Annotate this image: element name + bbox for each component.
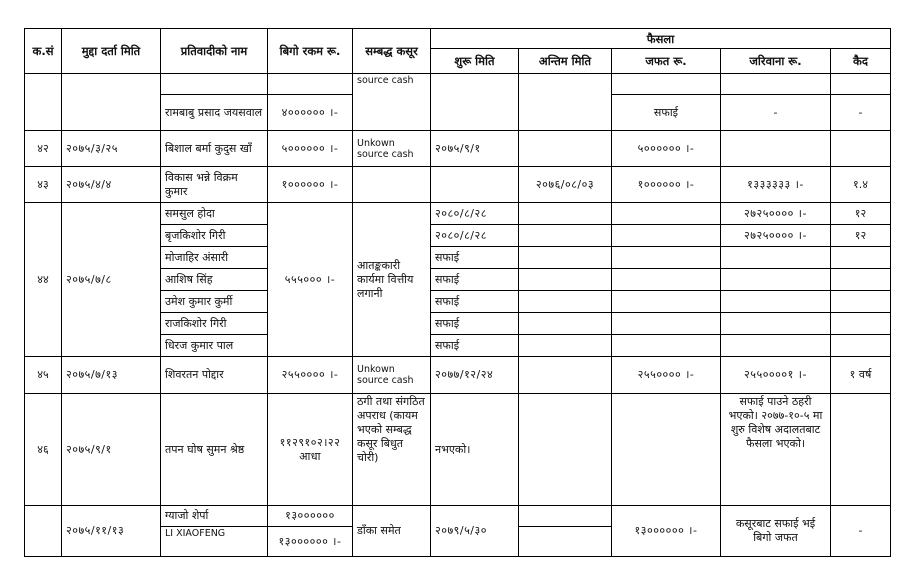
table-cell (519, 357, 612, 394)
offence-cell: Unkown source cash (353, 131, 431, 167)
defendant-name: शिवरतन पोद्दार (161, 357, 268, 394)
defendant-name: रामबाबु प्रसाद जयसवाल (161, 95, 268, 131)
defendant-name: उमेश कुमार कुर्मी (161, 291, 268, 313)
table-cell (612, 394, 721, 506)
table-cell (519, 203, 612, 225)
table-cell (831, 74, 891, 95)
header-verdict: फैसला (431, 29, 891, 49)
jail-cell: १ वर्ष (831, 357, 891, 394)
header-first-date: शुरू मिति (431, 49, 519, 74)
table-cell (721, 131, 831, 167)
header-offence: सम्बद्ध कसूर (353, 29, 431, 74)
jail-cell: - (831, 95, 891, 131)
header-sn: क.सं (25, 29, 62, 74)
table-cell (612, 247, 721, 269)
fine-cell: १३३३३३३ ।- (721, 167, 831, 203)
fine-cell: २७२५०००० ।- (721, 225, 831, 247)
header-final-date: अन्तिम मिति (519, 49, 612, 74)
amount-cell: १३०००००० ।- (268, 527, 353, 557)
confiscated-cell: २५५०००० ।- (612, 357, 721, 394)
defendant-name: बिशाल बर्मा कुदुस खाँ (161, 131, 268, 167)
table-cell (62, 74, 161, 131)
amount-cell: ५०००००० ।- (268, 131, 353, 167)
defendant-name: आशिष सिंह (161, 269, 268, 291)
verdict-table (24, 28, 891, 557)
header-defendant: प्रतिवादीको नाम (161, 29, 268, 74)
reg-date-cell: २०७५/३/२५ (62, 131, 161, 167)
sn-cell: ४२ (25, 131, 62, 167)
first-date-cell: नभएको। (431, 394, 519, 506)
sn-cell: ४४ (25, 203, 62, 357)
jail-cell: १२ (831, 225, 891, 247)
header-jail: कैद (831, 49, 891, 74)
amount-cell: ५५५००० ।- (268, 203, 353, 357)
table-cell (519, 313, 612, 335)
table-cell (721, 313, 831, 335)
table-cell (612, 74, 721, 95)
table-cell (831, 291, 891, 313)
defendant-name: बृजकिशोर गिरी (161, 225, 268, 247)
offence-cell: आतङ्ककारी कार्यमा वित्तीय लगानी (353, 203, 431, 357)
defendant-name: राजकिशोर गिरी (161, 313, 268, 335)
table-cell (612, 203, 721, 225)
offence-cell: Unkown source cash (353, 357, 431, 394)
table-cell (721, 335, 831, 357)
header-reg-date: मुद्दा दर्ता मिति (62, 29, 161, 74)
final-date-cell: २०७६/०८/०३ (519, 167, 612, 203)
first-date-cell: सफाई (431, 269, 519, 291)
offence-cell: डाँका समेत (353, 506, 431, 557)
fine-cell: २७२५०००० ।- (721, 203, 831, 225)
table-cell (353, 167, 431, 203)
table-cell (831, 131, 891, 167)
table-cell (431, 74, 519, 131)
reg-date-cell: २०७५/७/८ (62, 203, 161, 357)
fine-cell: सफाई पाउने ठहरी भएको। २०७७-१०-५ मा शुरु विशेष अदालतबाट फैसला भएको। (721, 394, 831, 506)
sn-cell: ४३ (25, 167, 62, 203)
table-cell (519, 74, 612, 131)
table-cell (612, 269, 721, 291)
defendant-name: LI XIAOFENG (161, 527, 268, 557)
fine-cell: कसूरबाट सफाई भई बिगो जफत (721, 506, 831, 557)
table-cell (721, 74, 831, 95)
table-cell (519, 527, 612, 557)
header-confiscated: जफत रू. (612, 49, 721, 74)
first-date-cell: सफाई (431, 335, 519, 357)
table-cell (721, 291, 831, 313)
first-date-cell: २०७७/१२/२४ (431, 357, 519, 394)
first-date-cell: २०७५/९/१ (431, 131, 519, 167)
first-date-cell: २०८०/८/२८ (431, 203, 519, 225)
defendant-name: समसुल होदा (161, 203, 268, 225)
reg-date-cell: २०७५/९/१ (62, 394, 161, 506)
defendant-name: तपन घोष सुमन श्रेष्ठ (161, 394, 268, 506)
table-cell (721, 269, 831, 291)
table-cell (612, 291, 721, 313)
header-amount: बिगो रकम रू. (268, 29, 353, 74)
reg-date-cell: २०७५/४/४ (62, 167, 161, 203)
sn-cell (25, 506, 62, 557)
table-cell (831, 335, 891, 357)
confiscated-cell: १३०००००० ।- (612, 506, 721, 557)
table-cell (612, 225, 721, 247)
table-cell (25, 74, 62, 131)
first-date-cell: सफाई (431, 291, 519, 313)
reg-date-cell: २०७५/११/१३ (62, 506, 161, 557)
jail-cell: १२ (831, 203, 891, 225)
amount-cell: ४०००००० ।- (268, 95, 353, 131)
defendant-name: विकास भन्ने विक्रम कुमार (161, 167, 268, 203)
confiscated-cell: १०००००० ।- (612, 167, 721, 203)
table-cell (519, 394, 612, 506)
header-fine: जरिवाना रू. (721, 49, 831, 74)
table-cell (519, 131, 612, 167)
table-cell (268, 74, 353, 95)
table-cell (612, 335, 721, 357)
table-cell (161, 74, 268, 95)
table-cell (519, 291, 612, 313)
reg-date-cell: २०७५/७/१३ (62, 357, 161, 394)
jail-cell: - (831, 506, 891, 557)
fine-cell: - (721, 95, 831, 131)
first-date-cell: २०७९/५/३० (431, 506, 519, 557)
amount-cell: ११२९१०२।२२ आधा (268, 394, 353, 506)
table-cell (831, 394, 891, 506)
defendant-name: ग्याजो शेर्पा (161, 506, 268, 527)
table-cell (721, 247, 831, 269)
table-cell (431, 167, 519, 203)
offence-cell: source cash (353, 74, 431, 131)
jail-cell: १.४ (831, 167, 891, 203)
table-cell (519, 225, 612, 247)
offence-cell: ठगी तथा संगठित अपराध (कायम भएको सम्बद्ध कसूर बिधुत चोरी) (353, 394, 431, 506)
table-cell (519, 335, 612, 357)
first-date-cell: सफाई (431, 247, 519, 269)
sn-cell: ४६ (25, 394, 62, 506)
sn-cell: ४५ (25, 357, 62, 394)
table-cell (519, 269, 612, 291)
defendant-name: मोजाहिर अंसारी (161, 247, 268, 269)
amount-cell: २५५०००० ।- (268, 357, 353, 394)
table-cell (831, 269, 891, 291)
amount-cell: १०००००० ।- (268, 167, 353, 203)
table-cell (831, 313, 891, 335)
table-cell (519, 247, 612, 269)
confiscated-cell: सफाई (612, 95, 721, 131)
defendant-name: धिरज कुमार पाल (161, 335, 268, 357)
amount-cell: १३०००००० (268, 506, 353, 527)
confiscated-cell: ५०००००० ।- (612, 131, 721, 167)
fine-cell: २५५००००१ ।- (721, 357, 831, 394)
table-cell (831, 247, 891, 269)
first-date-cell: २०८०/८/२८ (431, 225, 519, 247)
first-date-cell: सफाई (431, 313, 519, 335)
table-cell (612, 313, 721, 335)
table-cell (519, 506, 612, 527)
